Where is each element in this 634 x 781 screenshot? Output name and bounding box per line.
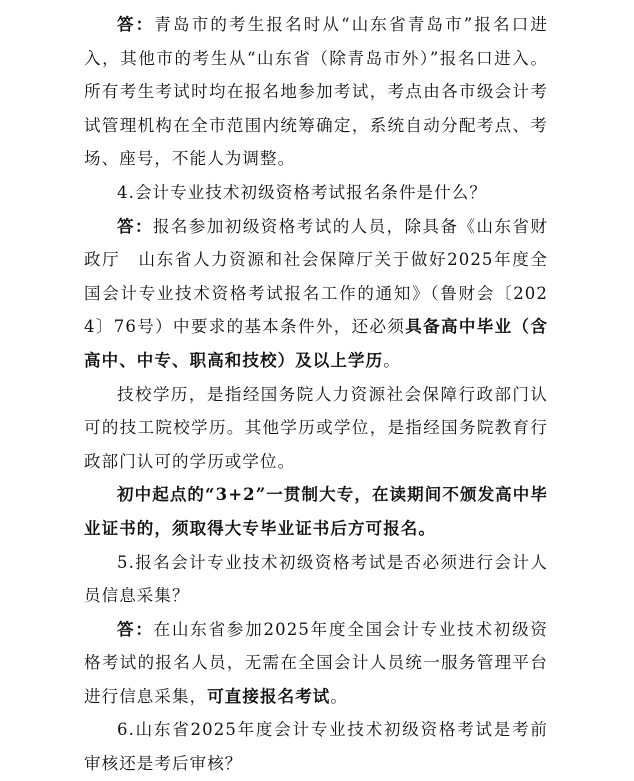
answer-label: 答： [117,619,154,639]
paragraph-3plus2-notice [84,478,548,545]
answer-label: 答： [117,15,155,34]
answer-label: 答： [117,216,153,236]
emphasis-text: 具备高中毕业（含高中、中专、职高和技校）及以上学历 [84,317,548,370]
answer-paragraph-info-collection [84,613,548,714]
emphasis-text: 初中起点的“3+2”一贯制大专，在读期间不颁发高中毕业证书的，须取得大专毕业证书后方可报名。 [84,485,548,538]
question-heading-6 [84,713,548,780]
paragraph-technical-school [84,378,548,479]
paragraph-text: 青岛市的考生报名时从“山东省青岛市”报名口进入，其他市的考生从“山东省（除青岛市外）”报名口进入。所有考生考试时均在报名地参加考试，考点由各市级会计考试管理机构在全市范围内统筹确定，系统自动分配考点、考场、座号，不能人为调整。 [84,15,548,169]
answer-paragraph-registration-portal [84,8,548,176]
paragraph-text: 技校学历，是指经国务院人力资源社会保障行政部门认可的技工院校学历。其他学历或学位，是指经国务院教育行政部门认可的学历或学位。 [84,384,548,471]
question-text: 6.山东省2025年度会计专业技术初级资格考试是考前审核还是考后审核？ [84,720,548,774]
paragraph-text: 在山东省参加2025年度全国会计专业技术初级资格考试的报名人员，无需在全国会计人员统一服务管理平台进行信息采集， [84,619,549,706]
answer-paragraph-requirements [84,210,548,378]
emphasis-text: 可直接报名考试 [207,686,331,706]
question-text: 4.会计专业技术初级资格考试报名条件是什么？ [117,182,487,202]
question-heading-5 [84,546,548,613]
question-text: 5.报名会计专业技术初级资格考试是否必须进行会计人员信息采集？ [84,552,548,606]
question-heading-4 [84,176,548,210]
paragraph-text: 。 [383,350,401,370]
paragraph-text: 报名参加初级资格考试的人员，除具备《山东省财政厅 山东省人力资源和社会保障厅关于做好2025年度全国会计专业技术资格考试报名工作的通知》（鲁财会〔2024〕76号）中要求的基本条件外，还必须 [84,216,548,337]
paragraph-text: 。 [330,686,349,706]
